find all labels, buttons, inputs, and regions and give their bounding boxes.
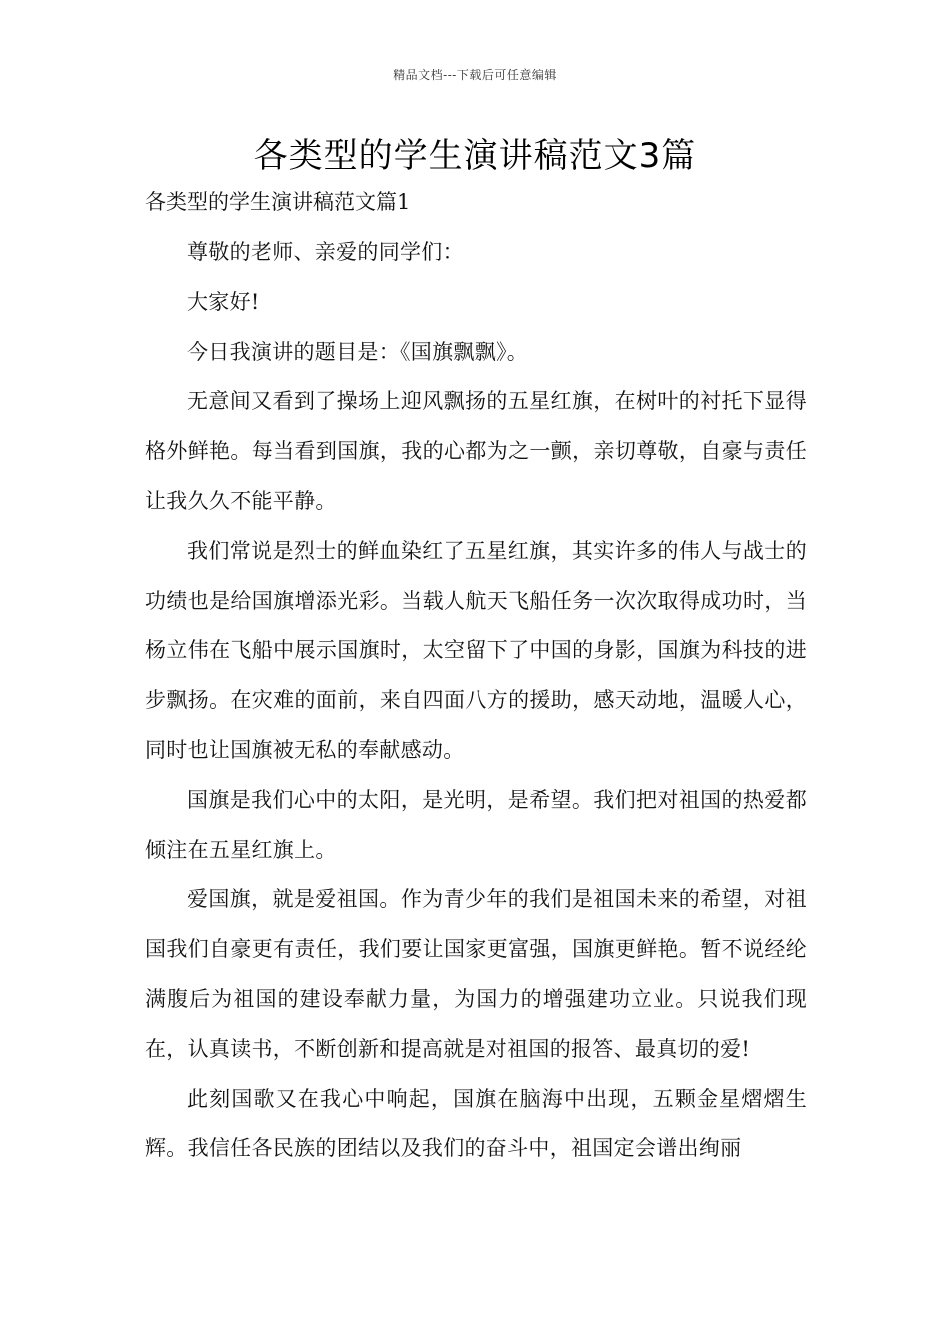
section-heading: 各类型的学生演讲稿范文篇1	[145, 190, 411, 214]
document-body	[145, 228, 807, 1174]
paragraph: 我们常说是烈士的鲜血染红了五星红旗，其实许多的伟人与战士的功绩也是给国旗增添光彩。当载人航天飞船任务一次次取得成功时，当杨立伟在飞船中展示国旗时，太空留下了中国的身影，国旗为科技的进步飘扬。在灾难的面前，来自四面八方的援助，感天动地，温暖人心，同时也让国旗被无私的奉献感动。	[145, 538, 807, 762]
paragraph-topic: 今日我演讲的题目是：《国旗飘飘》。	[187, 339, 529, 364]
paragraph: 无意间又看到了操场上迎风飘扬的五星红旗，在树叶的衬托下显得格外鲜艳。每当看到国旗，我的心都为之一颤，亲切尊敬，自豪与责任让我久久不能平静。	[145, 389, 807, 513]
paragraph-greeting: 大家好!	[187, 289, 260, 314]
header-note: 精品文档---下载后可任意编辑	[393, 68, 557, 82]
paragraph: 此刻国歌又在我心中响起，国旗在脑海中出现，五颗金星熠熠生辉。我信任各民族的团结以及我们的奋斗中，祖国定会谱出绚丽	[145, 1086, 807, 1161]
paragraph: 国旗是我们心中的太阳，是光明，是希望。我们把对祖国的热爱都倾注在五星红旗上。	[145, 787, 807, 862]
paragraph-salutation: 尊敬的老师、亲爱的同学们：	[187, 240, 464, 264]
document-title: 各类型的学生演讲稿范文3篇	[253, 136, 697, 176]
paragraph: 爱国旗，就是爱祖国。作为青少年的我们是祖国未来的希望，对祖国我们自豪更有责任，我们要让国家更富强，国旗更鲜艳。暂不说经纶满腹后为祖国的建设奉献力量，为国力的增强建功立业。只说我们现在，认真读书，不断创新和提高就是对祖国的报答、最真切的爱!	[145, 887, 807, 1061]
